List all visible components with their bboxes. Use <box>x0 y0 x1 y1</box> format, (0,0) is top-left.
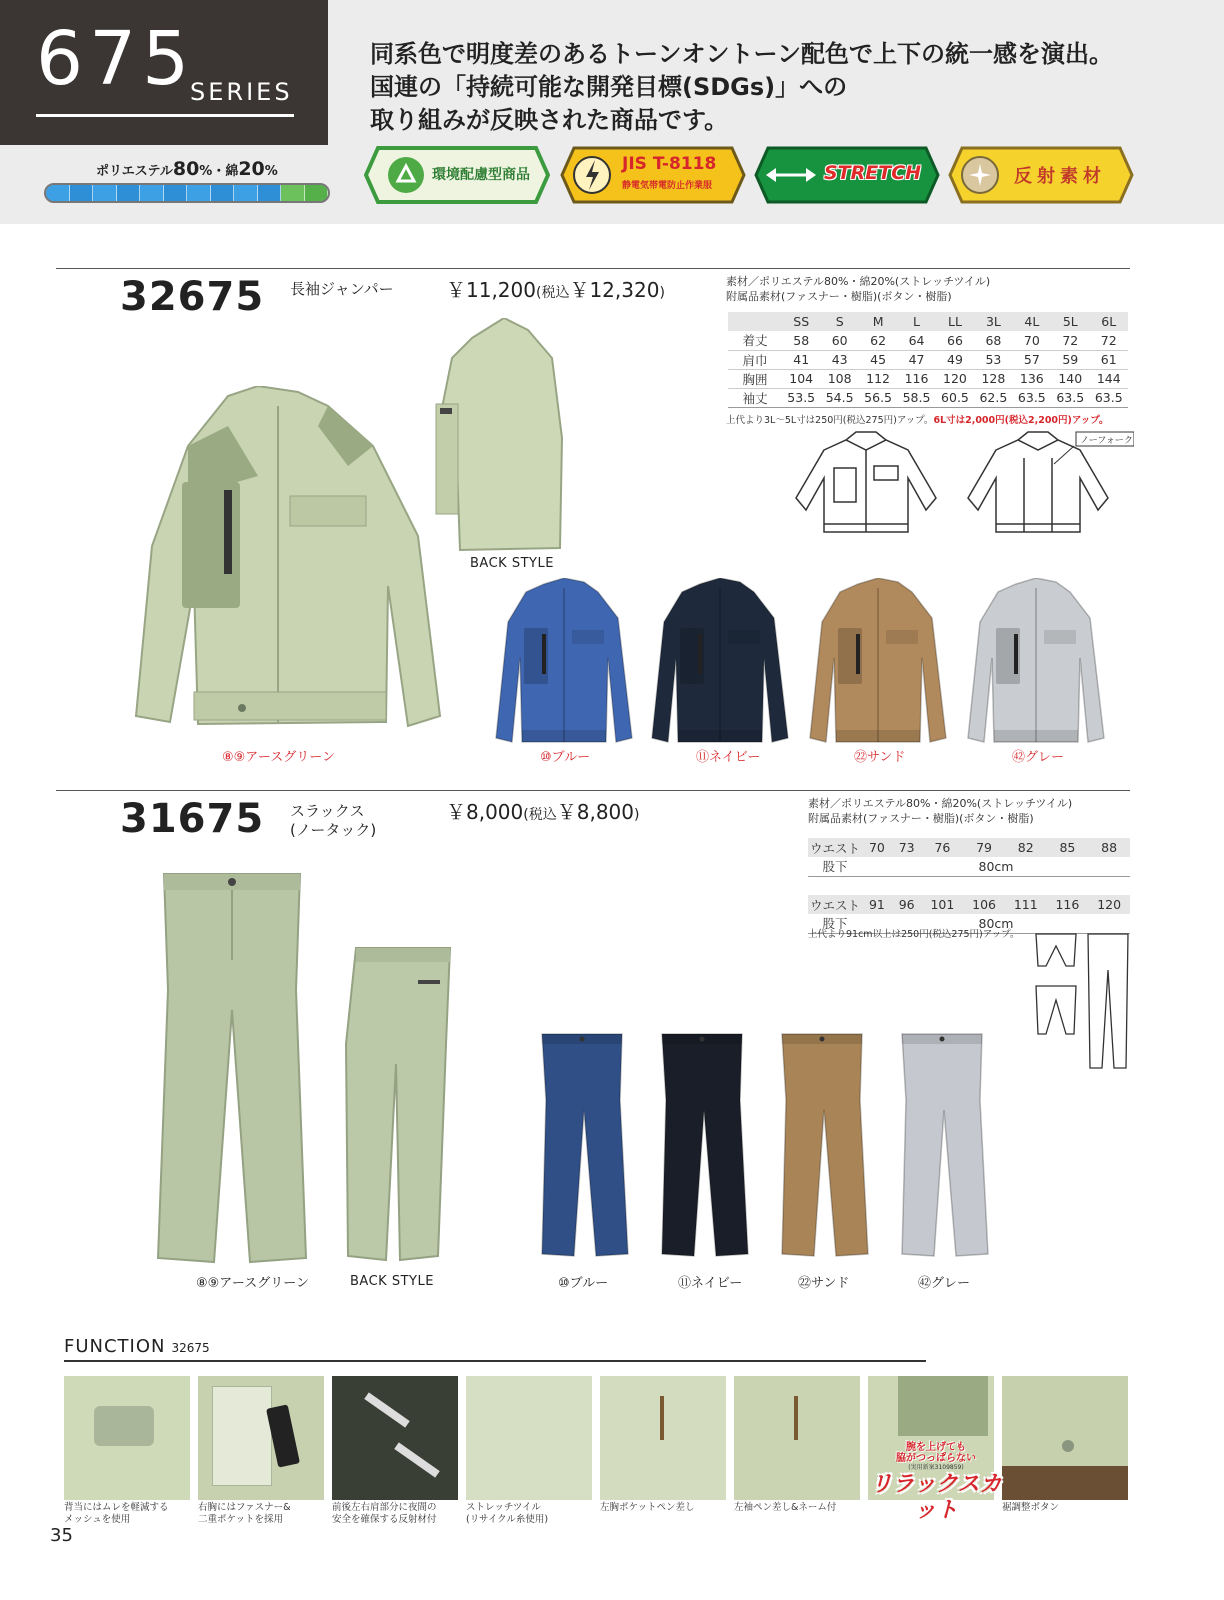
jacket-name: 長袖ジャンパー <box>290 280 394 298</box>
page-number: 35 <box>50 1525 73 1546</box>
slacks-back-style-label: BACK STYLE <box>350 1274 434 1289</box>
jacket-size-table <box>728 312 1128 408</box>
ratio-segment-polyester <box>164 185 188 201</box>
slacks-color-label: ㉒サンド <box>798 1276 850 1291</box>
jacket-color-label: ㉒サンド <box>854 750 906 765</box>
material-ratio-text: ポリエステル80%・綿20% <box>96 158 278 180</box>
jis-badge <box>560 146 746 204</box>
slacks-top-rule <box>56 790 1130 791</box>
ratio-segment-cotton <box>305 185 329 201</box>
jacket-spec: 素材／ポリエステル80%・綿20%(ストレッチツイル) 附属品素材(ファスナー・樹脂)(ボタン・樹脂) <box>726 275 991 303</box>
jacket-color-variant-image <box>966 578 1106 748</box>
ratio-segment-polyester <box>46 185 70 201</box>
function-photo <box>466 1376 592 1500</box>
ratio-segment-polyester <box>93 185 117 201</box>
jacket-color-variant-image <box>494 578 634 748</box>
function-photo <box>1002 1376 1128 1500</box>
table-row: 肩巾 41 43 45 47 49 53 57 59 61 <box>728 350 1128 369</box>
jacket-color-variant-image <box>808 578 948 748</box>
table-row: 胸囲 104 108 112 116 120 128 136 140 144 <box>728 369 1128 388</box>
function-caption: 左胸ポケットペン差し <box>600 1502 695 1513</box>
table-row: ウエスト 70 73 76 79 82 85 88 <box>808 838 1130 857</box>
jacket-price: ￥11,200(税込￥12,320) <box>446 278 665 302</box>
stretch-badge-label: STRETCH <box>824 162 922 184</box>
ratio-segment-polyester <box>140 185 164 201</box>
jacket-color-label: ⑪ネイビー <box>696 750 761 765</box>
function-caption: 右胸にはファスナー& 二重ポケットを採用 <box>198 1502 291 1525</box>
slacks-color-variant-image <box>894 1030 994 1260</box>
jacket-size-note: 上代より3L〜5L寸は250円(税込275円)アップ。6L寸は2,000円(税込2,200円)アップ。 <box>726 415 1109 426</box>
table-row: 股下 80cm <box>808 857 1130 876</box>
slacks-color-label: ⑩ブルー <box>558 1276 609 1291</box>
function-caption: 裾調整ボタン <box>1002 1502 1060 1513</box>
eco-badge <box>364 146 550 204</box>
slacks-code: 31675 <box>120 796 265 842</box>
table-row: ウエスト 91 96 101 106 111 116 120 <box>808 895 1130 914</box>
headline-line-2: 国連の「持続可能な開発目標(SDGs)」への <box>370 73 848 101</box>
slacks-color-variant-image <box>774 1030 874 1260</box>
function-caption: 背当にはムレを軽減する メッシュを使用 <box>64 1502 169 1525</box>
ratio-segment-polyester <box>234 185 258 201</box>
ratio-segment-polyester <box>187 185 211 201</box>
slacks-spec: 素材／ポリエステル80%・綿20%(ストレッチツイル) 附属品素材(ファスナー・樹脂)(ボタン・樹脂) <box>808 797 1073 825</box>
stretch-badge <box>754 146 940 204</box>
jacket-back-style-label: BACK STYLE <box>470 556 554 571</box>
headline-line-1: 同系色で明度差のあるトーンオントーン配色で上下の統一感を演出。 <box>370 40 1114 68</box>
relax-cut-badge: 腕を上げても 脇がつっぱらない (実用新案3109859) リラックスカット <box>870 1442 1002 1523</box>
ratio-segment-cotton <box>281 185 305 201</box>
jis-badge-label: JIS T-8118 <box>622 154 717 174</box>
jacket-code: 32675 <box>120 274 265 320</box>
series-box <box>0 0 328 145</box>
reflect-badge-label: 反射素材 <box>1014 166 1106 187</box>
function-caption: 前後左右肩部分に夜間の 安全を確保する反射材付 <box>332 1502 437 1525</box>
function-caption: ストレッチツイル (リサイクル糸使用) <box>466 1502 549 1525</box>
slacks-color-variant-image <box>534 1030 634 1260</box>
slacks-name: スラックス (ノータック) <box>290 802 377 839</box>
function-photo <box>64 1376 190 1500</box>
ratio-segment-polyester <box>70 185 94 201</box>
slacks-color-label: ⑪ネイビー <box>678 1276 743 1291</box>
function-photo <box>734 1376 860 1500</box>
table-row: 股下 80cm <box>808 914 1130 933</box>
table-row: 袖丈 53.5 54.5 56.5 58.5 60.5 62.5 63.5 63.5 63.5 <box>728 388 1128 407</box>
drawing-label: ノーフォーク <box>1080 436 1133 446</box>
reflect-badge <box>948 146 1134 204</box>
eco-badge-label: 環境配慮型商品 <box>432 167 530 183</box>
series-word: SERIES <box>190 78 293 106</box>
function-title: FUNCTION 32675 <box>64 1336 210 1357</box>
jis-badge-sub: 静電気帯電防止作業服 <box>622 181 713 191</box>
jacket-color-variant-image <box>650 578 790 748</box>
jacket-main-color-label: ⑧⑨アースグリーン <box>222 750 336 765</box>
slacks-color-label: ㊷グレー <box>918 1276 971 1291</box>
slacks-size-note: 上代より91cm以上は250円(税込275円)アップ。 <box>808 929 1020 940</box>
jacket-color-label: ㊷グレー <box>1012 750 1065 765</box>
jacket-line-drawing <box>784 428 1134 536</box>
function-photo <box>198 1376 324 1500</box>
function-caption: 左袖ペン差し&ネーム付 <box>734 1502 837 1513</box>
jacket-color-label: ⑩ブルー <box>540 750 591 765</box>
jacket-back-image <box>432 318 572 558</box>
slacks-main-image <box>150 870 320 1270</box>
ratio-segment-polyester <box>117 185 141 201</box>
material-ratio-bar <box>44 183 330 203</box>
jacket-size-header-row: SS S M L LL 3L 4L 5L 6L <box>728 312 1128 331</box>
ratio-segment-polyester <box>258 185 282 201</box>
slacks-size-table <box>808 838 1130 934</box>
slacks-line-drawing <box>1030 930 1130 1070</box>
headline-line-3: 取り組みが反映された商品です。 <box>370 106 729 134</box>
slacks-back-image <box>330 944 460 1264</box>
function-photo <box>332 1376 458 1500</box>
jacket-top-rule <box>56 268 1130 269</box>
function-rule <box>64 1360 926 1362</box>
slacks-main-color-label: ⑧⑨アースグリーン <box>196 1276 310 1291</box>
function-photo <box>600 1376 726 1500</box>
table-row: 着丈 58 60 62 64 66 68 70 72 72 <box>728 331 1128 350</box>
jacket-main-image <box>118 386 448 746</box>
slacks-price: ￥8,000(税込￥8,800) <box>446 800 640 824</box>
series-number: 675 <box>36 16 196 102</box>
headline <box>370 38 1113 137</box>
series-underline <box>36 114 294 117</box>
ratio-segment-polyester <box>211 185 235 201</box>
slacks-color-variant-image <box>654 1030 754 1260</box>
